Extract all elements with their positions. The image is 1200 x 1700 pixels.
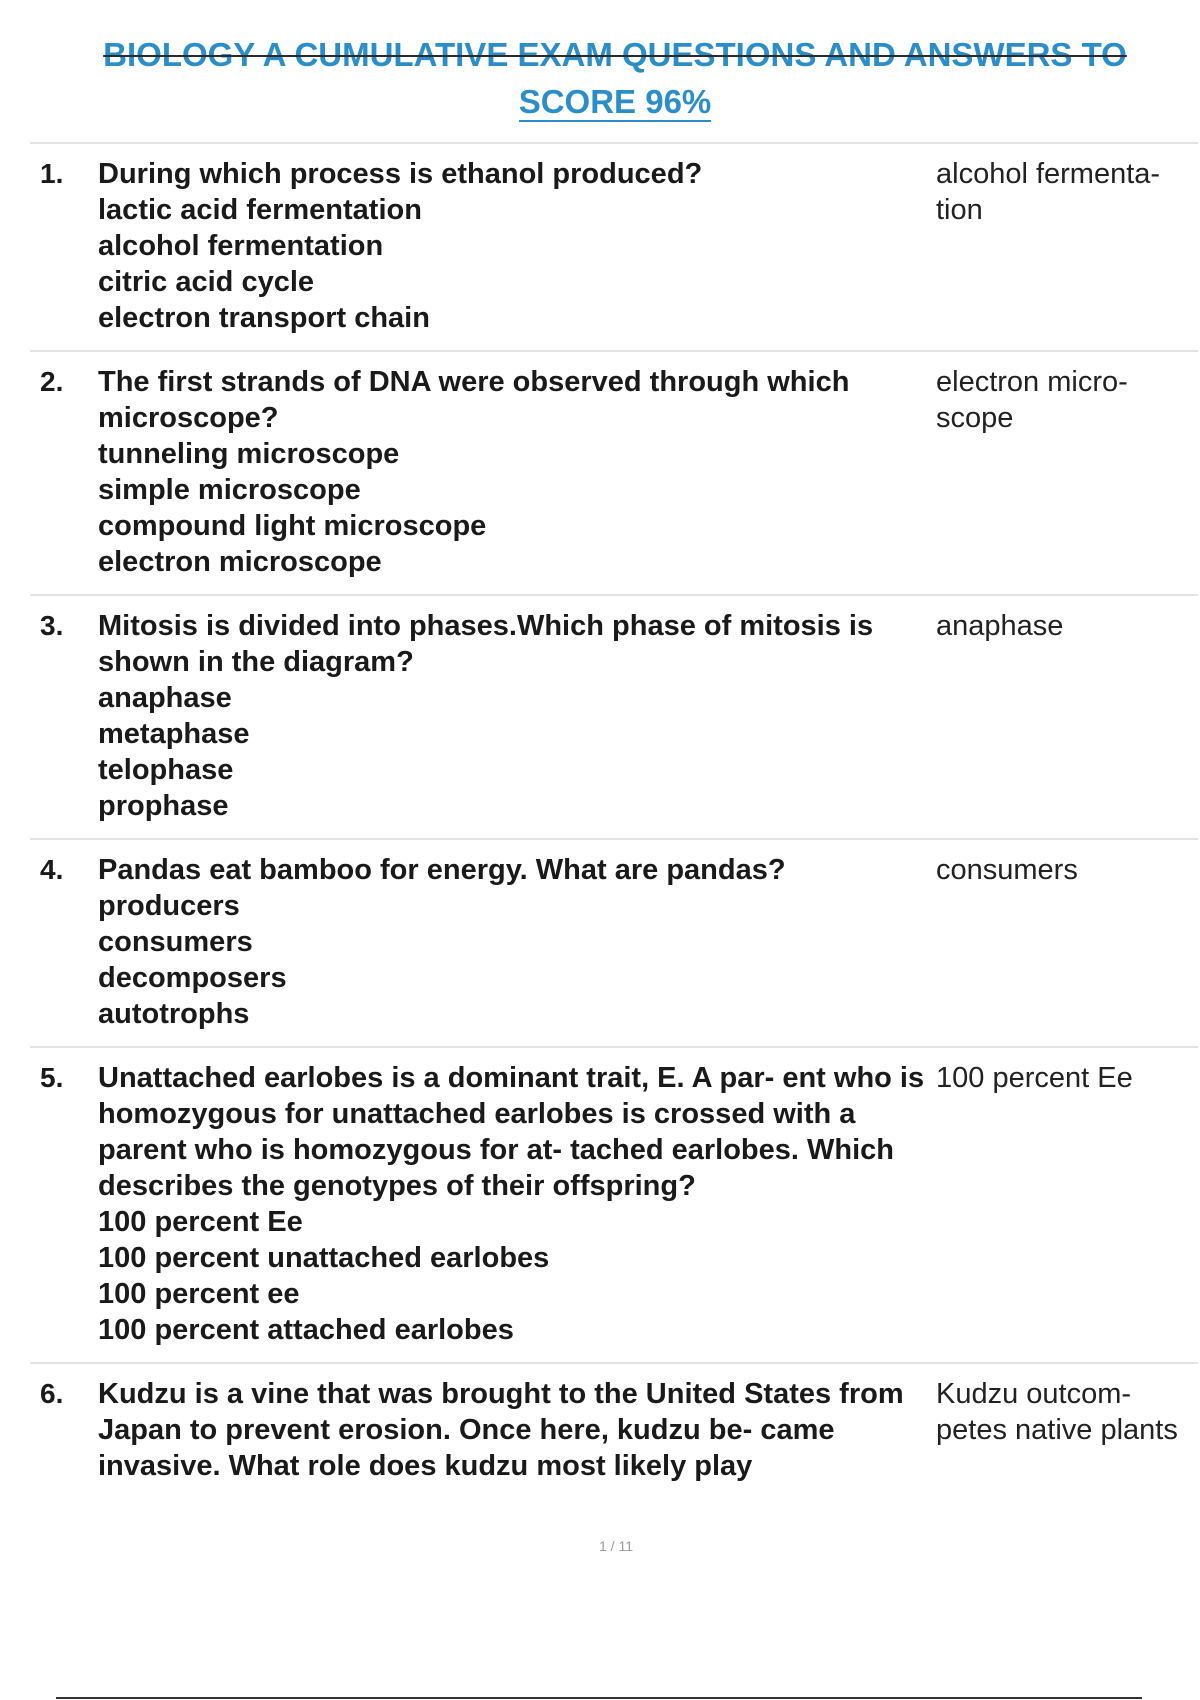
- question-body: [98, 1060, 928, 1348]
- correct-answer: Kudzu outcom- petes native plants: [936, 1378, 1178, 1446]
- answer-option: alcohol fermentation: [98, 230, 384, 262]
- question-text: Kudzu is a vine that was brought to the United States from Japan to prevent erosion. Once here, kudzu be- came invasive. What role does kudzu most likely play: [98, 1378, 904, 1482]
- question-row: [30, 1046, 1198, 1362]
- question-list: [30, 142, 1198, 1498]
- question-body: [98, 156, 928, 336]
- page-number: 1 / 11: [599, 1538, 633, 1554]
- answer-option: decomposers: [98, 962, 287, 994]
- footer-divider: [56, 1697, 1142, 1699]
- question-body: [98, 364, 928, 580]
- answer-option: 100 percent unattached earlobes: [98, 1242, 550, 1274]
- question-row: [30, 142, 1198, 350]
- answer-option: producers: [98, 890, 240, 922]
- question-text: The first strands of DNA were observed through which microscope?: [98, 366, 850, 434]
- title-line-1: BIOLOGY A CUMULATIVE EXAM QUESTIONS AND ANSWERS TO: [103, 36, 1127, 73]
- answer-option: 100 percent ee: [98, 1278, 300, 1310]
- answer-option: electron microscope: [98, 546, 382, 578]
- answer-option: compound light microscope: [98, 510, 487, 542]
- question-row: [30, 350, 1198, 594]
- answer-option: 100 percent attached earlobes: [98, 1314, 514, 1346]
- answer-option: citric acid cycle: [98, 266, 315, 298]
- title-line-2: SCORE 96%: [519, 84, 712, 122]
- answer-option: simple microscope: [98, 474, 361, 506]
- question-row: [30, 1362, 1198, 1498]
- question-body: [98, 608, 928, 824]
- question-number: 3.: [40, 610, 64, 641]
- answer-option: telophase: [98, 754, 234, 786]
- correct-answer: electron micro- scope: [936, 366, 1128, 434]
- answer-option: 100 percent Ee: [98, 1206, 303, 1238]
- answer-option: anaphase: [98, 682, 232, 714]
- answer-option: autotrophs: [98, 998, 250, 1030]
- answer-option: metaphase: [98, 718, 250, 750]
- correct-answer: consumers: [936, 854, 1078, 886]
- answer-option: electron transport chain: [98, 302, 430, 334]
- correct-answer: alcohol fermenta- tion: [936, 158, 1161, 226]
- question-text: During which process is ethanol produced?: [98, 158, 703, 190]
- question-text: Pandas eat bamboo for energy. What are pandas?: [98, 854, 786, 886]
- question-body: [98, 852, 928, 1032]
- question-text: Mitosis is divided into phases.Which phase of mitosis is shown in the diagram?: [98, 610, 874, 678]
- question-body: [98, 1376, 928, 1484]
- answer-option: consumers: [98, 926, 253, 958]
- document-title: [0, 36, 1200, 122]
- question-number: 2.: [40, 366, 64, 397]
- correct-answer: 100 percent Ee: [936, 1062, 1133, 1094]
- correct-answer: anaphase: [936, 610, 1064, 642]
- question-number: 1.: [40, 158, 64, 189]
- answer-option: lactic acid fermentation: [98, 194, 422, 226]
- answer-option: tunneling microscope: [98, 438, 400, 470]
- question-number: 5.: [40, 1062, 64, 1093]
- question-text: Unattached earlobes is a dominant trait, E. A par- ent who is homozygous for unattached earlobes is crossed with a parent who is homozygous for at- tached earlobes. Which describes the genotypes of their offspring?: [98, 1062, 925, 1202]
- question-row: [30, 838, 1198, 1046]
- answer-option: prophase: [98, 790, 229, 822]
- question-number: 6.: [40, 1378, 64, 1409]
- question-number: 4.: [40, 854, 64, 885]
- question-row: [30, 594, 1198, 838]
